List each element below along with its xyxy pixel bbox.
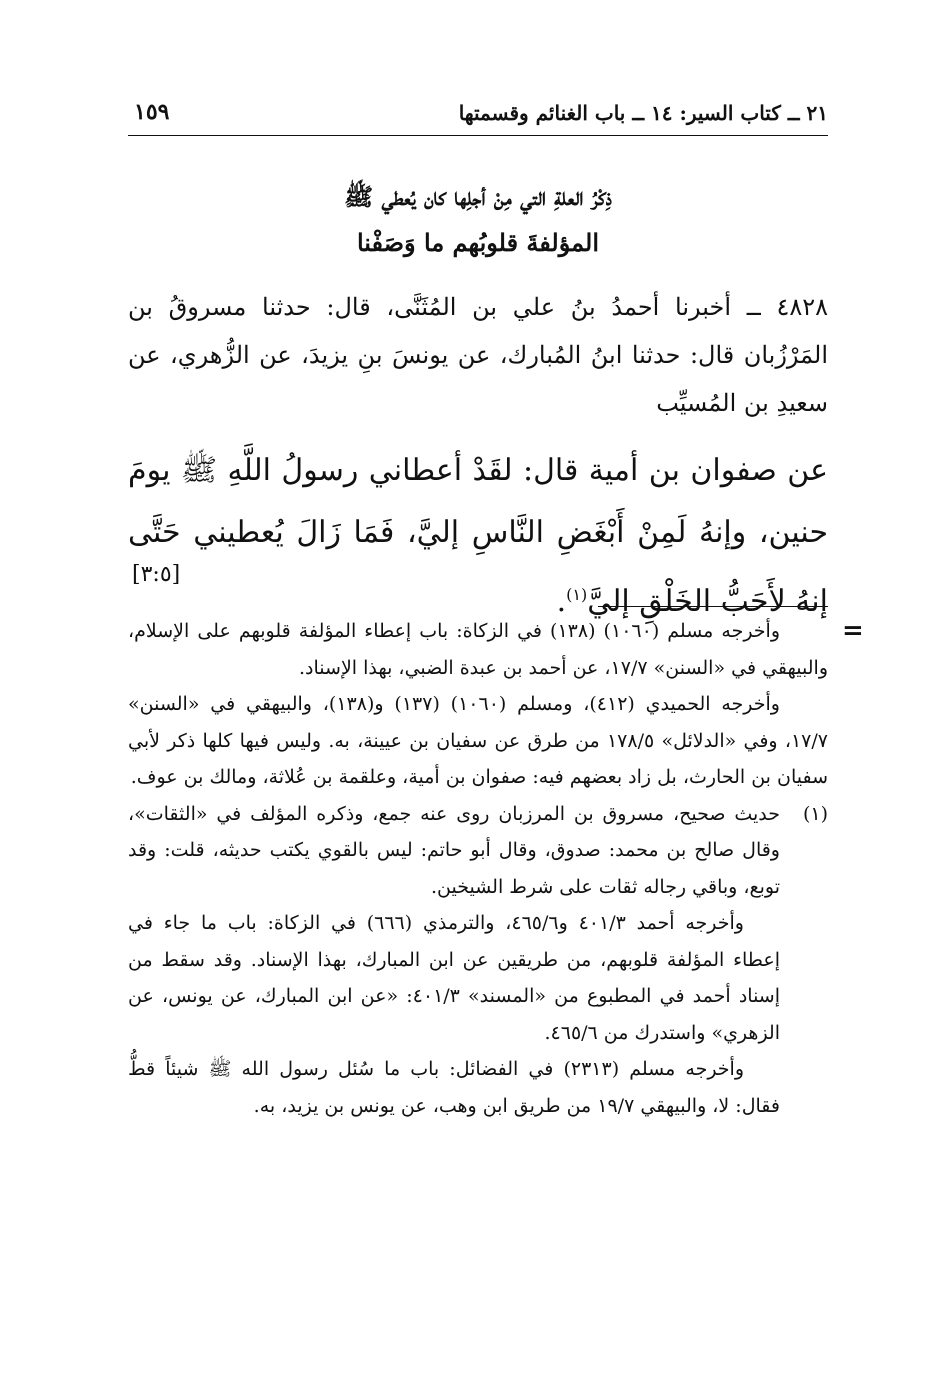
- grade-reference: [٣:٥]: [132, 562, 181, 587]
- hadith-text: [128, 440, 828, 633]
- footnote-continuation-1: وأخرجه مسلم (١٠٦٠) (١٣٨) في الزكاة: باب إعطاء المؤلفة قلوبهم على الإسلام، والبيهقي في «السنن» ١٧/٧، عن أحمد بن عبدة الضبي، بهذا الإسناد.: [128, 620, 828, 679]
- hadith-matn: عن صفوان بن أمية قال: لقَدْ أعطاني رسولُ اللَّهِ ﷺ يومَ حنين، وإنهُ لَمِنْ أَبْغَضِ النَّاسِ إليَّ، فَمَا زَالَ يُعطيني حَتَّى إنهُ لأَحَبُّ الخَلْقِ إليَّ: [128, 453, 828, 619]
- footnote-1-para-2: وأخرجه أحمد ٤٠١/٣ و٤٦٥/٦، والترمذي (٦٦٦) في الزكاة: باب ما جاء في إعطاء المؤلفة قلوبهم، من طريقين عن ابن المبارك، بهذا الإسناد. وقد سقط من إسناد أحمد في المطبوع من «المسند» ٤٠١/٣: «عن ابن المبارك، عن يونس، عن الزهري» واستدرك من ٤٦٥/٦.: [128, 912, 780, 1044]
- hadith-chain: ٤٨٢٨ ــ أخبرنا أحمدُ بنُ علي بن المُثَنَّى، قال: حدثنا مسروقُ بن المَرْزُبان قال: حدثنا ابنُ المُبارك، عن يونسَ بنِ يزيدَ، عن الزُّهري، عن سعيدِ بن المُسيِّب: [128, 293, 829, 417]
- footnote-marker: (١): [566, 585, 588, 604]
- end-mark: .: [556, 584, 567, 619]
- header-title: ٢١ ــ كتاب السير: ١٤ ــ باب الغنائم وقسمتها: [458, 101, 828, 125]
- chapter-heading: [128, 174, 828, 266]
- footnote-1: [128, 796, 828, 906]
- continuation-mark: =: [842, 616, 864, 646]
- footnote-1-text: حديث صحيح، مسروق بن المرزبان روى عنه جمع، وذكره المؤلف في «الثقات»، وقال صالح بن محمد: صدوق، وقال أبو حاتم: ليس بالقوي يكتب حديثه، قلت: وقد توبع، وباقي رجاله ثقات على شرط الشيخين.: [128, 802, 780, 898]
- heading-line-1: ذِكْرُ العلةِ التي مِنْ أجلِها كان يُعطي ﷺ: [344, 182, 612, 211]
- heading-line-2: المؤلفةَ قلوبُهم ما وَصَفْنا: [356, 228, 599, 257]
- footnotes: [128, 613, 828, 1124]
- footnote-number: (١): [802, 802, 828, 825]
- footnote-continuation-2: وأخرجه الحميدي (٤١٢)، ومسلم (١٠٦٠) (١٣٧) و(١٣٨)، والبيهقي في «السنن» ١٧/٧، وفي «الدلائل» ١٧٨/٥ من طرق عن سفيان بن عيينة، به. وليس فيها كلها ذكر لأبي سفيان بن الحارث، بل زاد بعضهم فيه: صفوان بن أمية، وعلقمة بن عُلاثة، ومالك بن عوف.: [128, 693, 828, 788]
- page-number: ١٥٩: [134, 99, 170, 125]
- footnote-divider: [598, 606, 828, 607]
- footnote-1-para-3: وأخرجه مسلم (٢٣١٣) في الفضائل: باب ما سُئل رسول الله ﷺ شيئاً قطُّ فقال: لا، والبيهقي ١٩/٧ من طريق ابن وهب، عن يونس بن يزيد، به.: [128, 1058, 780, 1117]
- running-header: [128, 95, 828, 136]
